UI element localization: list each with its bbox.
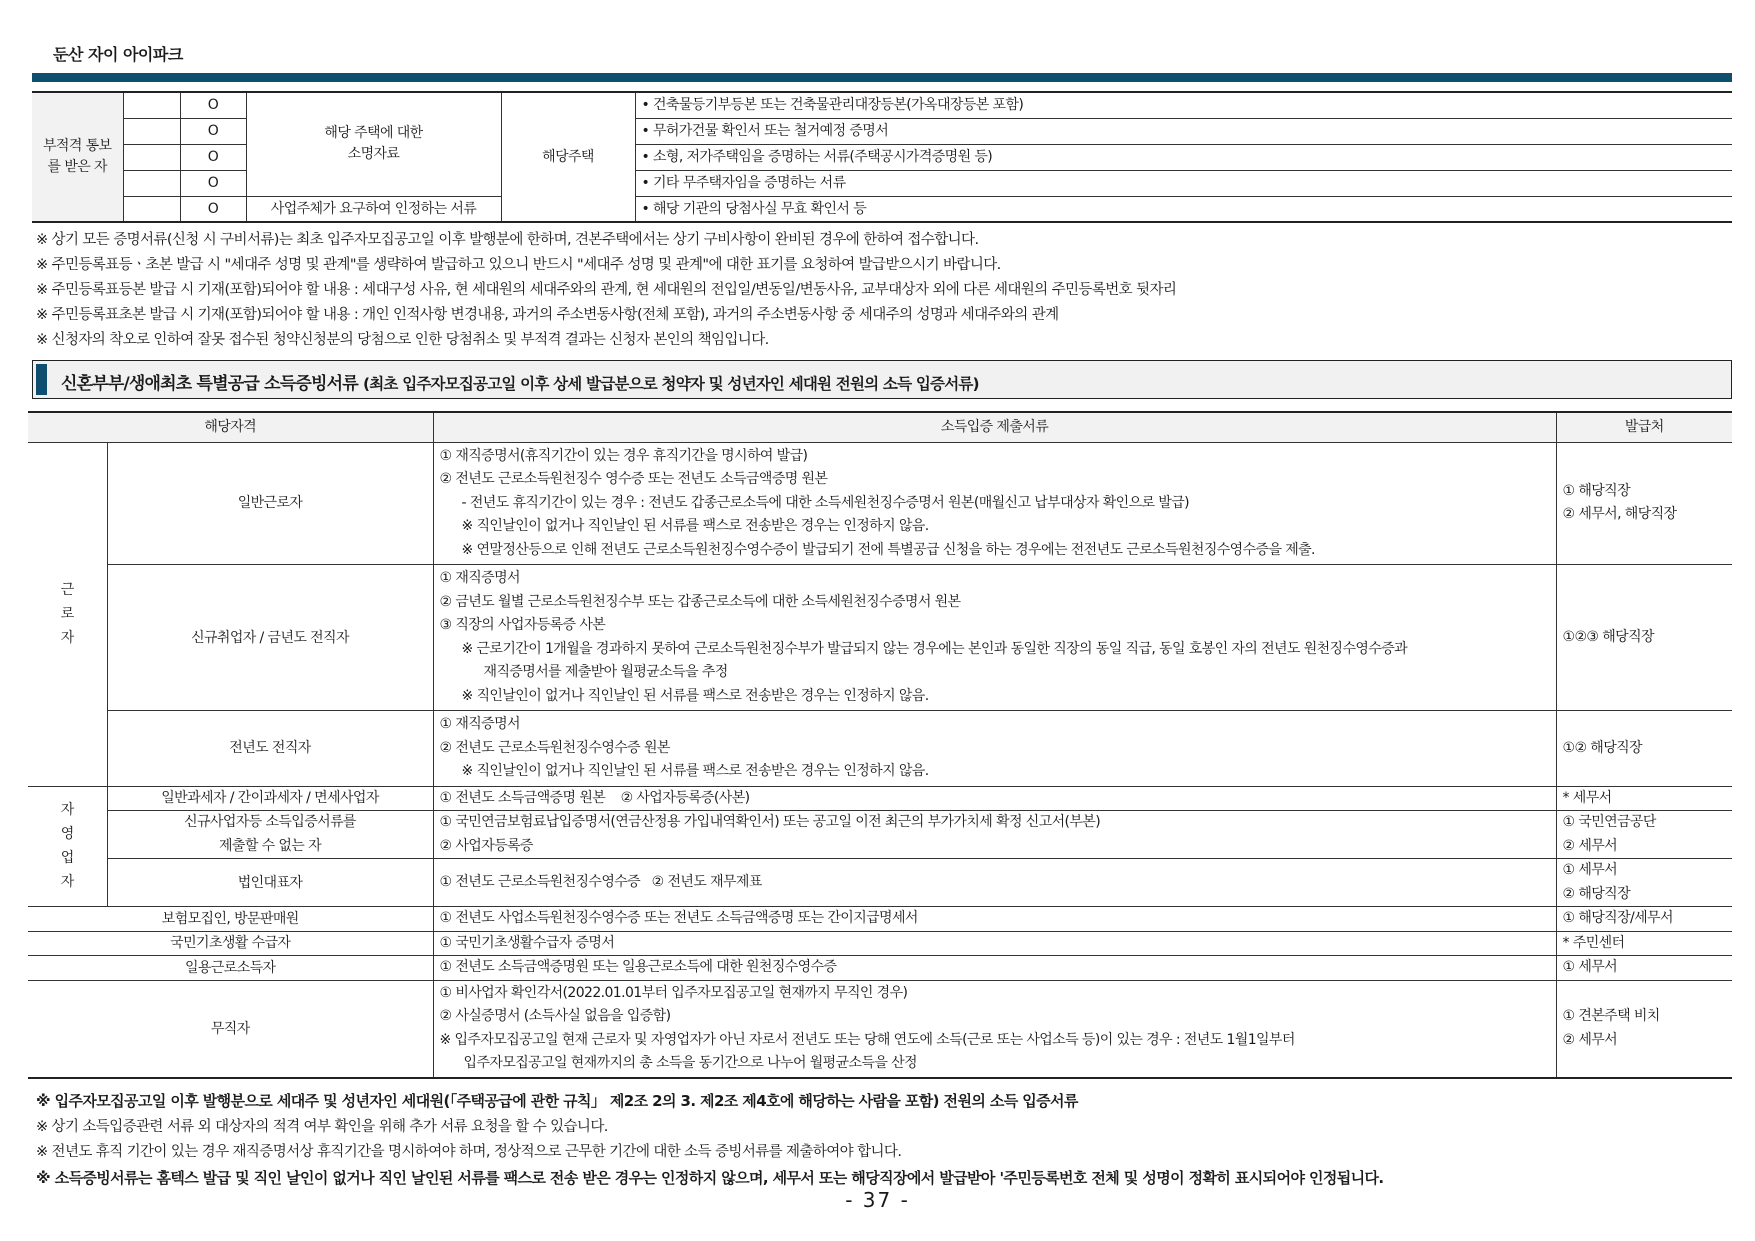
mark: O <box>180 92 246 118</box>
table-row <box>28 980 1732 1078</box>
docs: ① 전년도 소득금액증명원 또는 일용근로소득에 대한 원천징수영수증 <box>433 956 1556 981</box>
note-line: ※ 상기 소득입증관련 서류 외 대상자의 적격 여부 확인을 위해 추가 서류 요청을 할 수 있습니다. <box>36 1118 608 1135</box>
docs: ① 전년도 사업소득원천징수영수증 또는 전년도 소득금액증명 또는 간이지급명세서 <box>433 907 1556 932</box>
docs: ① 국민기초생활수급자 증명서 <box>433 931 1556 956</box>
income-docs-table <box>28 411 1732 1079</box>
docs: ① 재직증명서(휴직기간이 있는 경우 휴직기간을 명시하여 발급) ② 전년도 근로소득원천징수 영수증 또는 전년도 소득금액증명 원본 - 전년도 휴직기간이 있는 경우 : 전년도 갑종근로소득에 대한 소득세원천징수증명서 원본(매월신고 납부대상자 확인으로 발급) ※ 직인날인이 없거나 직인날인 된 서류를 팩스로 전송받은 경우는 인정하지 않음. ※ 연말정산등으로 인해 전년도 근로소득원천징수영수증이 발급되기 전에 특별공급 신청을 하는 경우에는 전전년도 근로소득원천징수영수증을 제출. <box>433 442 1556 565</box>
issuer: ① 세무서 <box>1556 956 1732 981</box>
section-accent <box>36 364 47 395</box>
table-row <box>32 196 1732 222</box>
mark: O <box>180 170 246 196</box>
qualification: 신규사업자등 소득입증서류를 제출할 수 없는 자 <box>107 811 433 859</box>
issuer: * 주민센터 <box>1556 931 1732 956</box>
docs: ① 재직증명서 ② 금년도 월별 근로소득원천징수부 또는 갑종근로소득에 대한 소득세원천징수증명서 원본 ③ 직장의 사업자등록증 사본 ※ 근로기간이 1개월을 경과하지 못하여 근로소득원천징수부가 발급되지 않는 경우에는 본인과 동일한 직장의 동일 직급, 동일 호봉인 자의 전년도 원천징수영수증과 재직증명서를 제출받아 월평균소득을 추정 ※ 직인날인이 없거나 직인날인 된 서류를 팩스로 전송받은 경우는 인정하지 않음. <box>433 565 1556 711</box>
note-line: ※ 신청자의 착오로 인하여 잘못 접수된 청약신청분의 당첨으로 인한 당첨취소 및 부적격 결과는 신청자 본인의 책임입니다. <box>36 332 769 348</box>
section-title: 신혼부부/생애최초 특별공급 소득증빙서류 <box>61 374 358 394</box>
mark: O <box>180 144 246 170</box>
qualification: 보험모집인, 방문판매원 <box>28 907 433 932</box>
qualification: 일반과세자 / 간이과세자 / 면세사업자 <box>107 786 433 811</box>
note-line: ※ 주민등록표등본 발급 시 기재(포함)되어야 할 내용 : 세대구성 사유, 현 세대원의 세대주와의 관계, 현 세대원의 전입일/변동일/변동사유, 교부대상자 외에 다른 세대원의 주민등록번호 뒷자리 <box>36 282 1177 298</box>
docs: ① 재직증명서 ② 전년도 근로소득원천징수영수증 원본 ※ 직인날인이 없거나 직인날인 된 서류를 팩스로 전송받은 경우는 인정하지 않음. <box>433 711 1556 787</box>
table-row <box>28 786 1732 811</box>
issuer: ① 견본주택 비치 ② 세무서 <box>1556 980 1732 1078</box>
worker-group-label: 근 로 자 <box>28 442 107 786</box>
doc-item: • 소형, 저가주택임을 증명하는 서류(주택공시가격증명원 등) <box>635 144 1732 170</box>
group-label: 부적격 통보 를 받은 자 <box>32 92 123 222</box>
qualification: 일용근로소득자 <box>28 956 433 981</box>
table-row <box>32 92 1732 118</box>
issuer: ① 해당직장 ② 세무서, 해당직장 <box>1556 442 1732 565</box>
document-title: 둔산 자이 아이파크 <box>53 45 183 64</box>
docs: ① 전년도 근로소득원천징수영수증 ② 전년도 재무제표 <box>433 859 1556 907</box>
table-row <box>28 565 1732 711</box>
col-header: 소득입증 제출서류 <box>433 412 1556 442</box>
table-row <box>28 859 1732 907</box>
docs: ① 국민연금보험료납입증명서(연금산정용 가입내역확인서) 또는 공고일 이전 최근의 부가가치세 확정 신고서(부본) ② 사업자등록증 <box>433 811 1556 859</box>
doc-item: • 무허가건물 확인서 또는 철거예정 증명서 <box>635 118 1732 144</box>
table-row <box>28 442 1732 565</box>
doc-item: • 해당 기관의 당첨사실 무효 확인서 등 <box>635 196 1732 222</box>
issuer: ①②③ 해당직장 <box>1556 565 1732 711</box>
issuer: ① 국민연금공단 ② 세무서 <box>1556 811 1732 859</box>
docs: ① 비사업자 확인각서(2022.01.01부터 입주자모집공고일 현재까지 무직인 경우) ② 사실증명서 (소득사실 없음을 입증함) ※ 입주자모집공고일 현재 근로자 및 자영업자가 아닌 자로서 전년도 또는 당해 연도에 소득(근로 또는 사업소득 등)이 있는 경우 : 전년도 1월1일부터 입주자모집공고일 현재까지의 총 소득을 동기간으로 나누어 월평균소득을 산정 <box>433 980 1556 1078</box>
note-line: ※ 주민등록표등ㆍ초본 발급 시 "세대주 성명 및 관계"를 생략하여 발급하고 있으니 반드시 "세대주 성명 및 관계"에 대한 표기를 요청하여 발급받으시기 바랍니다. <box>36 257 1001 273</box>
doc-group: 해당 주택에 대한 소명자료 <box>246 92 501 196</box>
footnotes <box>36 1089 1384 1191</box>
issuer: ① 세무서 ② 해당직장 <box>1556 859 1732 907</box>
note-line: ※ 전년도 휴직 기간이 있는 경우 재직증명서상 휴직기간을 명시하여야 하며, 정상적으로 근무한 기간에 대한 소득 증빙서류를 제출하여야 합니다. <box>36 1144 902 1160</box>
table-row <box>28 931 1732 956</box>
mark: O <box>180 196 246 222</box>
col-header: 해당자격 <box>28 412 433 442</box>
notes-list <box>36 228 1176 353</box>
note-line: ※ 입주자모집공고일 이후 발행분으로 세대주 및 성년자인 세대원(「주택공급에 관한 규칙」 제2조 2의 3. 제2조 제4호에 해당하는 사람을 포함) 전원의 소득 입증서류 <box>36 1092 1078 1110</box>
note-line: ※ 소득증빙서류는 홈텍스 발급 및 직인 날인이 없거나 직인 날인된 서류를 팩스로 전송 받은 경우는 인정하지 않으며, 세무서 또는 해당직장에서 발급받아 '주민등록번호 전체 및 성명이 정확히 표시되어야 인정됩니다. <box>36 1168 1384 1187</box>
qualification: 신규취업자 / 금년도 전직자 <box>107 565 433 711</box>
qualification: 무직자 <box>28 980 433 1078</box>
docs: ① 전년도 소득금액증명 원본 ② 사업자등록증(사본) <box>433 786 1556 811</box>
section-subtitle: (최초 입주자모집공고일 이후 상세 발급분으로 청약자 및 성년자인 세대원 전원의 소득 입증서류) <box>362 375 979 393</box>
note-line: ※ 주민등록표초본 발급 시 기재(포함)되어야 할 내용 : 개인 인적사항 변경내용, 과거의 주소변동사항(전체 포함), 과거의 주소변동사항 중 세대주의 성명과 세대주와의 관계 <box>36 307 1059 323</box>
table-row <box>28 907 1732 932</box>
target: 해당주택 <box>501 92 635 222</box>
qualification: 전년도 전직자 <box>107 711 433 787</box>
self-employed-group-label: 자 영 업 자 <box>28 786 107 907</box>
section-heading <box>32 360 1732 399</box>
page-number: - 37 - <box>845 1188 910 1212</box>
table-header-row <box>28 412 1732 442</box>
table-row <box>28 956 1732 981</box>
table-row <box>28 811 1732 859</box>
issuer: ①② 해당직장 <box>1556 711 1732 787</box>
issuer: ① 해당직장/세무서 <box>1556 907 1732 932</box>
issuer: * 세무서 <box>1556 786 1732 811</box>
qualification: 법인대표자 <box>107 859 433 907</box>
col-header: 발급처 <box>1556 412 1732 442</box>
header-bar <box>32 73 1732 82</box>
mark: O <box>180 118 246 144</box>
table-row <box>28 711 1732 787</box>
ineligible-docs-table <box>32 91 1732 223</box>
note-line: ※ 상기 모든 증명서류(신청 시 구비서류)는 최초 입주자모집공고일 이후 발행분에 한하며, 견본주택에서는 상기 구비사항이 완비된 경우에 한하여 접수합니다. <box>36 232 979 248</box>
qualification: 국민기초생활 수급자 <box>28 931 433 956</box>
doc-item: • 건축물등기부등본 또는 건축물관리대장등본(가옥대장등본 포함) <box>635 92 1732 118</box>
doc-row5: 사업주체가 요구하여 인정하는 서류 <box>246 196 501 222</box>
qualification: 일반근로자 <box>107 442 433 565</box>
doc-item: • 기타 무주택자임을 증명하는 서류 <box>635 170 1732 196</box>
